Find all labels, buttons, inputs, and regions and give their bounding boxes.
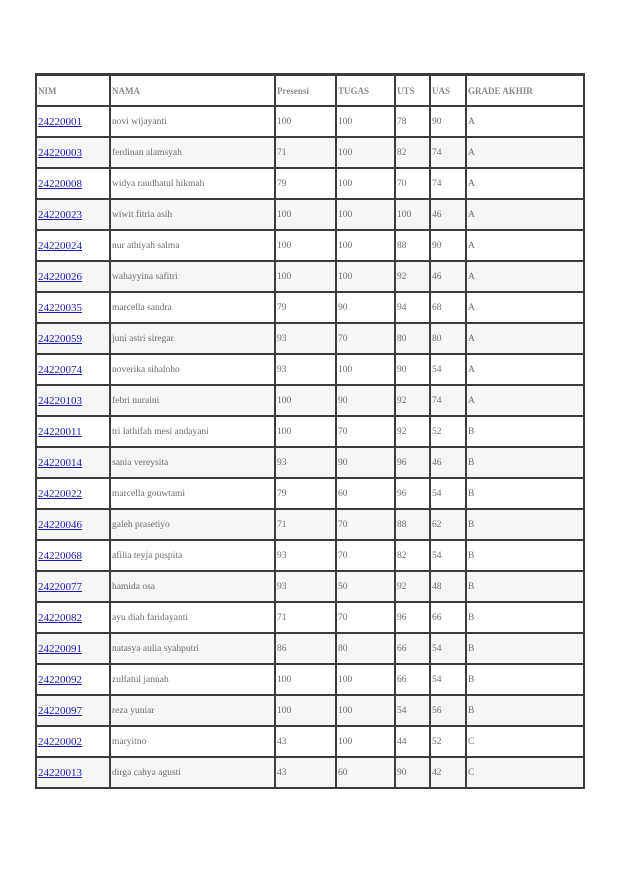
cell-uts: 90 — [395, 354, 430, 385]
cell-uas: 54 — [430, 478, 466, 509]
cell-tugas: 60 — [336, 757, 395, 788]
nim-link[interactable]: 24220035 — [38, 301, 82, 314]
cell-uts: 66 — [395, 633, 430, 664]
cell-uts: 100 — [395, 199, 430, 230]
cell-uas: 52 — [430, 726, 466, 757]
nim-link[interactable]: 24220097 — [38, 704, 82, 717]
cell-uas: 46 — [430, 199, 466, 230]
cell-tugas: 90 — [336, 385, 395, 416]
header-nim: NIM — [36, 75, 110, 107]
nim-link[interactable]: 24220001 — [38, 115, 82, 128]
cell-tugas: 50 — [336, 571, 395, 602]
cell-nim — [36, 571, 110, 602]
nim-link[interactable]: 24220103 — [38, 394, 82, 407]
cell-uts: 82 — [395, 540, 430, 571]
cell-grade: A — [466, 385, 584, 416]
table-row — [36, 695, 584, 726]
cell-nim — [36, 106, 110, 137]
cell-uas: 68 — [430, 292, 466, 323]
cell-nama: hamida osa — [110, 571, 275, 602]
cell-uas: 54 — [430, 633, 466, 664]
header-row — [36, 75, 584, 107]
cell-grade: B — [466, 416, 584, 447]
cell-grade: B — [466, 695, 584, 726]
nim-link[interactable]: 24220026 — [38, 270, 82, 283]
cell-uas: 62 — [430, 509, 466, 540]
cell-grade: A — [466, 199, 584, 230]
cell-presensi: 93 — [275, 354, 336, 385]
cell-nim — [36, 416, 110, 447]
cell-uas: 46 — [430, 261, 466, 292]
cell-nama: widya raudhatul hikmah — [110, 168, 275, 199]
cell-nama: sania vereysita — [110, 447, 275, 478]
cell-presensi: 71 — [275, 602, 336, 633]
cell-uas: 48 — [430, 571, 466, 602]
cell-tugas: 60 — [336, 478, 395, 509]
cell-nim — [36, 354, 110, 385]
table-row — [36, 664, 584, 695]
header-uas: UAS — [430, 75, 466, 107]
nim-link[interactable]: 24220023 — [38, 208, 82, 221]
cell-presensi: 79 — [275, 478, 336, 509]
cell-tugas: 100 — [336, 695, 395, 726]
cell-presensi: 93 — [275, 447, 336, 478]
cell-nama: afilia teyja puspita — [110, 540, 275, 571]
table-row — [36, 509, 584, 540]
cell-uas: 56 — [430, 695, 466, 726]
table-row — [36, 261, 584, 292]
cell-uts: 92 — [395, 416, 430, 447]
table-row — [36, 757, 584, 788]
cell-presensi: 100 — [275, 230, 336, 261]
cell-tugas: 100 — [336, 199, 395, 230]
cell-presensi: 93 — [275, 323, 336, 354]
cell-tugas: 100 — [336, 354, 395, 385]
table-row — [36, 602, 584, 633]
nim-link[interactable]: 24220046 — [38, 518, 82, 531]
cell-nama: wahayyina safitri — [110, 261, 275, 292]
cell-grade: C — [466, 726, 584, 757]
cell-nim — [36, 757, 110, 788]
cell-presensi: 43 — [275, 757, 336, 788]
table-row — [36, 199, 584, 230]
cell-grade: A — [466, 106, 584, 137]
nim-link[interactable]: 24220013 — [38, 766, 82, 779]
cell-nim — [36, 199, 110, 230]
nim-link[interactable]: 24220008 — [38, 177, 82, 190]
nim-link[interactable]: 24220003 — [38, 146, 82, 159]
cell-grade: B — [466, 664, 584, 695]
nim-link[interactable]: 24220014 — [38, 456, 82, 469]
header-uts: UTS — [395, 75, 430, 107]
cell-uts: 80 — [395, 323, 430, 354]
header-nama: NAMA — [110, 75, 275, 107]
cell-uas: 74 — [430, 168, 466, 199]
table-row — [36, 106, 584, 137]
cell-grade: A — [466, 137, 584, 168]
cell-nim — [36, 602, 110, 633]
cell-presensi: 71 — [275, 137, 336, 168]
table-row — [36, 385, 584, 416]
cell-uts: 78 — [395, 106, 430, 137]
cell-nama: marcella gouwtami — [110, 478, 275, 509]
cell-uas: 80 — [430, 323, 466, 354]
cell-uts: 82 — [395, 137, 430, 168]
cell-nama: tri lathifah mesi andayani — [110, 416, 275, 447]
table-row — [36, 137, 584, 168]
cell-nim — [36, 509, 110, 540]
cell-grade: A — [466, 230, 584, 261]
table-row — [36, 230, 584, 261]
cell-nim — [36, 168, 110, 199]
cell-uas: 54 — [430, 354, 466, 385]
header-presensi: Presensi — [275, 75, 336, 107]
cell-uts: 92 — [395, 261, 430, 292]
cell-uts: 54 — [395, 695, 430, 726]
table-row — [36, 726, 584, 757]
cell-nama: maryitno — [110, 726, 275, 757]
cell-uts: 96 — [395, 447, 430, 478]
cell-nim — [36, 261, 110, 292]
table-row — [36, 540, 584, 571]
cell-grade: B — [466, 571, 584, 602]
cell-uas: 52 — [430, 416, 466, 447]
header-grade-akhir: GRADE AKHIR — [466, 75, 584, 107]
cell-presensi: 100 — [275, 385, 336, 416]
nim-link[interactable]: 24220082 — [38, 611, 82, 624]
cell-uas: 54 — [430, 540, 466, 571]
cell-grade: B — [466, 478, 584, 509]
cell-nim — [36, 447, 110, 478]
table-row — [36, 478, 584, 509]
cell-nim — [36, 726, 110, 757]
cell-uas: 90 — [430, 106, 466, 137]
cell-uts: 92 — [395, 385, 430, 416]
cell-presensi: 100 — [275, 261, 336, 292]
cell-nama: galeh prasetiyo — [110, 509, 275, 540]
nim-link[interactable]: 24220011 — [38, 425, 82, 438]
cell-nama: marcella sandra — [110, 292, 275, 323]
cell-nim — [36, 385, 110, 416]
cell-nim — [36, 292, 110, 323]
cell-nama: natasya aulia syahputri — [110, 633, 275, 664]
cell-grade: B — [466, 447, 584, 478]
nim-link[interactable]: 24220074 — [38, 363, 82, 376]
cell-tugas: 100 — [336, 137, 395, 168]
cell-uts: 70 — [395, 168, 430, 199]
table-row — [36, 292, 584, 323]
nim-link[interactable]: 24220092 — [38, 673, 82, 686]
cell-grade: B — [466, 633, 584, 664]
cell-uas: 74 — [430, 137, 466, 168]
cell-uts: 94 — [395, 292, 430, 323]
cell-nim — [36, 540, 110, 571]
cell-tugas: 90 — [336, 447, 395, 478]
cell-tugas: 100 — [336, 261, 395, 292]
cell-tugas: 100 — [336, 726, 395, 757]
cell-nama: wiwit fitria asih — [110, 199, 275, 230]
cell-nama: dirga cahya agusti — [110, 757, 275, 788]
cell-nama: ayu diah faridayanti — [110, 602, 275, 633]
nim-link[interactable]: 24220077 — [38, 580, 82, 593]
cell-tugas: 70 — [336, 540, 395, 571]
cell-uas: 90 — [430, 230, 466, 261]
cell-presensi: 79 — [275, 292, 336, 323]
cell-tugas: 100 — [336, 230, 395, 261]
cell-presensi: 93 — [275, 540, 336, 571]
cell-grade: A — [466, 168, 584, 199]
cell-nim — [36, 137, 110, 168]
cell-nama: novi wijayanti — [110, 106, 275, 137]
cell-presensi: 100 — [275, 106, 336, 137]
table-row — [36, 168, 584, 199]
cell-presensi: 100 — [275, 664, 336, 695]
cell-presensi: 100 — [275, 199, 336, 230]
cell-uts: 44 — [395, 726, 430, 757]
cell-presensi: 79 — [275, 168, 336, 199]
cell-nama: reza yuniar — [110, 695, 275, 726]
nim-link[interactable]: 24220022 — [38, 487, 82, 500]
cell-grade: C — [466, 757, 584, 788]
cell-uts: 88 — [395, 230, 430, 261]
cell-nim — [36, 323, 110, 354]
cell-presensi: 93 — [275, 571, 336, 602]
cell-grade: B — [466, 540, 584, 571]
cell-uas: 46 — [430, 447, 466, 478]
cell-uas: 66 — [430, 602, 466, 633]
cell-grade: B — [466, 602, 584, 633]
cell-nim — [36, 695, 110, 726]
cell-uts: 92 — [395, 571, 430, 602]
cell-nim — [36, 664, 110, 695]
cell-tugas: 100 — [336, 664, 395, 695]
table-row — [36, 447, 584, 478]
cell-tugas: 80 — [336, 633, 395, 664]
cell-uts: 96 — [395, 478, 430, 509]
cell-grade: A — [466, 261, 584, 292]
cell-nama: juni astri siregar — [110, 323, 275, 354]
cell-uas: 74 — [430, 385, 466, 416]
cell-tugas: 70 — [336, 509, 395, 540]
cell-uas: 54 — [430, 664, 466, 695]
cell-grade: A — [466, 323, 584, 354]
table-row — [36, 354, 584, 385]
cell-uas: 42 — [430, 757, 466, 788]
nim-link[interactable]: 24220059 — [38, 332, 82, 345]
nim-link[interactable]: 24220002 — [38, 735, 82, 748]
nim-link[interactable]: 24220091 — [38, 642, 82, 655]
cell-presensi: 43 — [275, 726, 336, 757]
cell-nim — [36, 478, 110, 509]
header-tugas: TUGAS — [336, 75, 395, 107]
cell-uts: 88 — [395, 509, 430, 540]
cell-grade: B — [466, 509, 584, 540]
table-row — [36, 571, 584, 602]
cell-tugas: 70 — [336, 416, 395, 447]
cell-grade: A — [466, 292, 584, 323]
cell-presensi: 100 — [275, 416, 336, 447]
cell-tugas: 100 — [336, 168, 395, 199]
cell-tugas: 70 — [336, 602, 395, 633]
grades-table — [35, 73, 585, 789]
cell-presensi: 86 — [275, 633, 336, 664]
cell-nama: ferdinan alamsyah — [110, 137, 275, 168]
table-row — [36, 633, 584, 664]
cell-uts: 96 — [395, 602, 430, 633]
nim-link[interactable]: 24220024 — [38, 239, 82, 252]
cell-tugas: 100 — [336, 106, 395, 137]
cell-nama: noverika sihaloho — [110, 354, 275, 385]
table-row — [36, 416, 584, 447]
cell-nim — [36, 633, 110, 664]
cell-tugas: 70 — [336, 323, 395, 354]
cell-presensi: 71 — [275, 509, 336, 540]
cell-tugas: 90 — [336, 292, 395, 323]
table-row — [36, 323, 584, 354]
cell-grade: A — [466, 354, 584, 385]
cell-uts: 90 — [395, 757, 430, 788]
cell-nim — [36, 230, 110, 261]
cell-nama: febri nuraini — [110, 385, 275, 416]
cell-uts: 66 — [395, 664, 430, 695]
cell-nama: nur athiyah salma — [110, 230, 275, 261]
cell-nama: zulfatul jannah — [110, 664, 275, 695]
cell-presensi: 100 — [275, 695, 336, 726]
nim-link[interactable]: 24220068 — [38, 549, 82, 562]
